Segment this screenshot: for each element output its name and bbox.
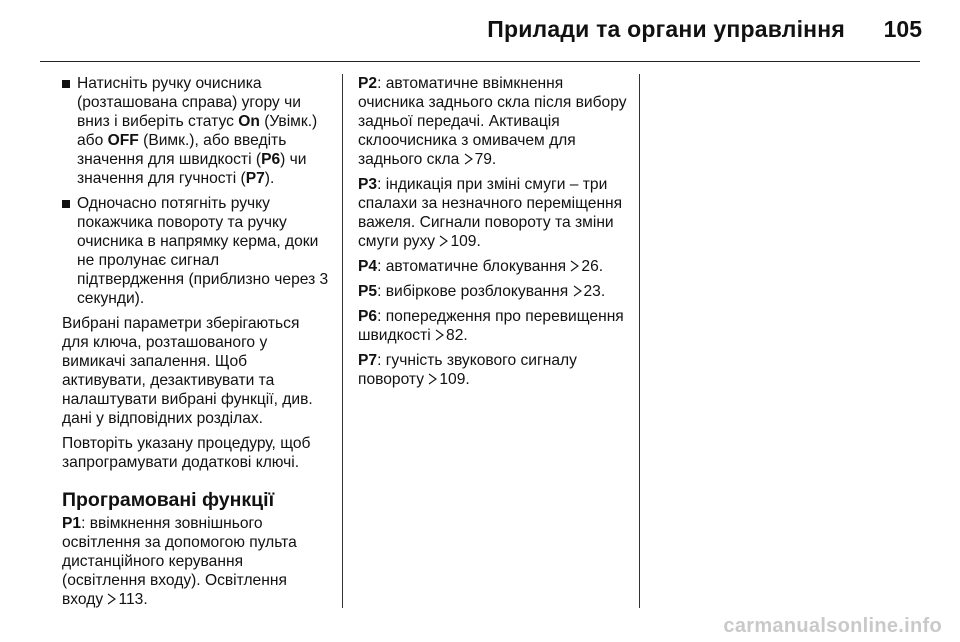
instruction-list	[62, 74, 330, 308]
function-description: : попередження про перевищення швидкості	[358, 308, 624, 344]
page-reference-link[interactable]: 23.	[583, 283, 606, 300]
paragraph-saved-settings: Вибрані параметри зберігаються для ключа, розташованого у вимикачі запалення. Щоб активувати, дезактивувати та налаштувати вибрані функції, див. дані у відповідних розділах.	[62, 315, 313, 427]
xref-arrow-icon	[439, 233, 448, 245]
xref-arrow-icon	[428, 371, 437, 383]
list-item-text: Одночасно потягніть ручку покажчика повороту та ручку очисника в напрямку керма, доки не пролунає сигнал підтвердження (приблизно через 3 секунди).	[77, 195, 329, 307]
function-p5	[358, 282, 628, 301]
list-item-text: ).	[264, 170, 275, 187]
function-description: : вибіркове розблокування	[377, 283, 573, 300]
function-p1	[62, 514, 330, 609]
function-code: P4	[358, 258, 378, 275]
xref-arrow-icon	[464, 151, 473, 163]
page-reference-link[interactable]: 79.	[474, 151, 497, 168]
list-item-wiper-status	[62, 74, 330, 188]
function-code: P6	[358, 308, 378, 325]
function-description: : автоматичне блокування	[377, 258, 571, 275]
square-bullet-icon	[62, 80, 70, 88]
function-description: : ввімкнення зовнішнього освітлення за допомогою пульта дистанційного керування (освітлення входу). Освітлення входу	[62, 515, 297, 608]
middle-column	[358, 74, 628, 395]
page-reference-link[interactable]: 109.	[439, 371, 470, 388]
status-off-label: OFF	[107, 132, 139, 149]
page-number: 105	[883, 16, 922, 42]
function-p3	[358, 175, 628, 251]
list-item-text: (Вимк.), або введіть значення для швидкості (	[77, 132, 287, 168]
list-item-text: ) чи значення для гучності (	[77, 151, 307, 187]
xref-arrow-icon	[435, 327, 444, 339]
function-description: : індикація при зміні смуги – три спалахи за незначного переміщення важеля. Сигнали повороту та зміни смуги руху	[358, 176, 623, 250]
column-divider	[639, 74, 640, 608]
list-item-text: (Увімк.) або	[77, 113, 318, 149]
xref-arrow-icon	[107, 591, 116, 603]
function-code: P2	[358, 75, 378, 92]
left-column	[62, 74, 330, 615]
function-p6	[358, 307, 628, 345]
square-bullet-icon	[62, 200, 70, 208]
column-divider	[342, 74, 343, 608]
header-divider	[40, 61, 920, 62]
page-header	[0, 0, 960, 62]
function-description: : автоматичне ввімкнення очисника заднього скла після вибору задньої передачі. Активація склоочисника з омивачем для заднього скла	[358, 75, 627, 168]
function-p2	[358, 74, 628, 169]
section-heading: Програмовані функції	[62, 489, 275, 511]
watermark: carmanualsonline.info	[723, 615, 942, 637]
page-reference-link[interactable]: 109.	[450, 233, 481, 250]
list-item-confirm-signal	[62, 194, 330, 308]
function-code: P5	[358, 283, 378, 300]
status-on-label: On	[238, 113, 260, 130]
p7-label: P7	[245, 170, 265, 187]
xref-arrow-icon	[573, 283, 582, 295]
page-reference-link[interactable]: 113.	[118, 591, 148, 608]
function-code: P7	[358, 352, 378, 369]
paragraph-repeat-procedure: Повторіть указану процедуру, щоб запрограмувати додаткові ключі.	[62, 435, 311, 471]
xref-arrow-icon	[570, 258, 579, 270]
function-description: : гучність звукового сигналу повороту	[358, 352, 577, 388]
function-code: P1	[62, 515, 82, 532]
p6-label: P6	[261, 151, 281, 168]
function-p4	[358, 257, 628, 276]
function-p7	[358, 351, 628, 389]
function-code: P3	[358, 176, 378, 193]
list-item-text: Натисніть ручку очисника (розташована справа) угору чи вниз і виберіть статус	[77, 75, 301, 130]
page-reference-link[interactable]: 82.	[446, 327, 468, 344]
page-title: Прилади та органи управління	[487, 16, 845, 42]
page-reference-link[interactable]: 26.	[581, 258, 604, 275]
